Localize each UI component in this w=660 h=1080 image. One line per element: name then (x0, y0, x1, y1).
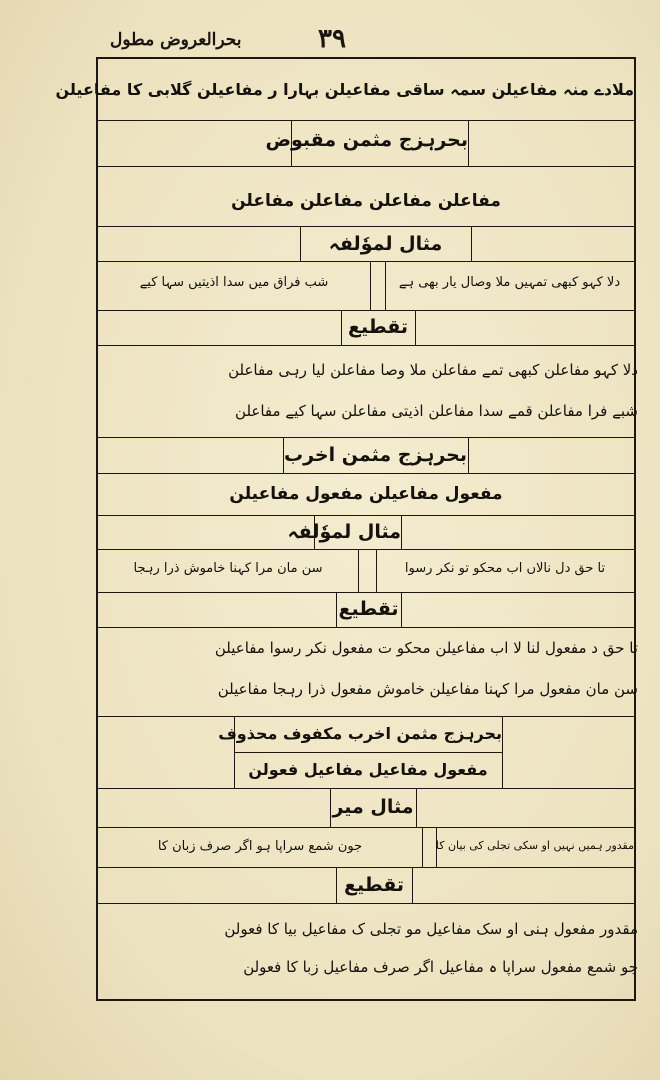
rule (96, 627, 636, 628)
scansion-pattern: مفعول مفاعیل مفاعیل فعولن (248, 760, 488, 779)
verse-first-half: دلا کہو کبھی تمہیں ملا وصال یار بھی ہے (398, 275, 621, 290)
rule (96, 788, 636, 789)
verse-first-half: مقدور ہمیں نہیں او سکی تجلی کی بیان کا (435, 839, 634, 852)
taqti-line: مقدور مفعول ہنی او سک مفاعیل مو تجلی ک مفاعیل بیا کا فعولن (224, 920, 638, 938)
rule (358, 549, 359, 592)
rule (370, 261, 371, 310)
taqti-line: تا حق د مفعول لنا لا اب مفاعیلن محکو ت مفعول نکر رسوا مفاعیلن (214, 639, 638, 657)
rule (401, 592, 402, 627)
rule (96, 166, 636, 167)
rule (96, 515, 636, 516)
rule (412, 867, 413, 903)
example-heading: مثال لموٗلفہ (287, 521, 401, 543)
rule (96, 716, 636, 717)
running-title: بحرالعروض مطول (110, 30, 242, 50)
rule (96, 473, 636, 474)
meter-heading: بحرہزج مثمن اخرب مکفوف محذوف (218, 724, 502, 743)
intro-verse: ملادے منہ مفاعیلن سمہ ساقی مفاعیلن بہارا ر مفاعیلن گلابی کا مفاعیلن (55, 80, 634, 99)
meter-heading: بحرہزج مثمن مقبوض (265, 129, 468, 151)
scansion-pattern: مفاعلن مفاعلن مفاعلن مفاعلن (231, 191, 501, 211)
scansion-pattern: مفعول مفاعیلن مفعول مفاعیلن (229, 484, 503, 504)
taqti-heading: تقطیع (338, 598, 399, 620)
taqti-heading: تقطیع (343, 874, 405, 896)
taqti-line: جو شمع مفعول سراپا ہ مفاعیل اگر صرف مفاعیل زبا کا فعولن (243, 958, 638, 976)
rule (468, 437, 469, 473)
rule (96, 261, 636, 262)
rule (415, 310, 416, 345)
rule (96, 867, 636, 868)
example-heading: مثال میر (332, 796, 414, 818)
rule (96, 310, 636, 311)
verse-second-half: سن مان مرا کہنا خاموش ذرا رہجا (133, 561, 323, 576)
rule (401, 515, 402, 549)
taqti-line: شبے فرا مفاعلن قمے سدا مفاعلن اذیتی مفاعلن سہا کیے مفاعلن (235, 402, 638, 420)
rule (96, 345, 636, 346)
verse-second-half: جون شمع سراپا ہو اگر صرف زبان کا (157, 839, 363, 854)
rule (502, 716, 503, 788)
example-heading: مثال لموٗلفہ (328, 233, 443, 255)
rule (96, 120, 636, 121)
rule (416, 788, 417, 827)
verse-first-half: تا حق دل نالاں اب محکو تو نکر رسوا (404, 561, 606, 576)
rule (96, 437, 636, 438)
rule (468, 120, 469, 166)
rule (96, 592, 636, 593)
meter-heading: بحرہزج مثمن اخرب (284, 444, 467, 466)
taqti-heading: تقطیع (347, 316, 409, 338)
rule (96, 903, 636, 904)
rule (471, 226, 472, 261)
rule (234, 752, 502, 753)
verse-second-half: شب فراق میں سدا اذیتیں سہا کیے (139, 275, 329, 290)
rule (96, 549, 636, 550)
page-number: ۳۹ (318, 24, 346, 54)
rule (96, 226, 636, 227)
taqti-line: سن مان مفعول مرا کہنا مفاعیلن خاموش مفعول ذرا رہجا مفاعیلن (217, 680, 638, 698)
rule (422, 827, 423, 867)
rule (96, 827, 636, 828)
taqti-line: دلا کہو مفاعلن کبھی تمے مفاعلن ملا وصا مفاعلن لیا رہی مفاعلن (228, 361, 638, 379)
